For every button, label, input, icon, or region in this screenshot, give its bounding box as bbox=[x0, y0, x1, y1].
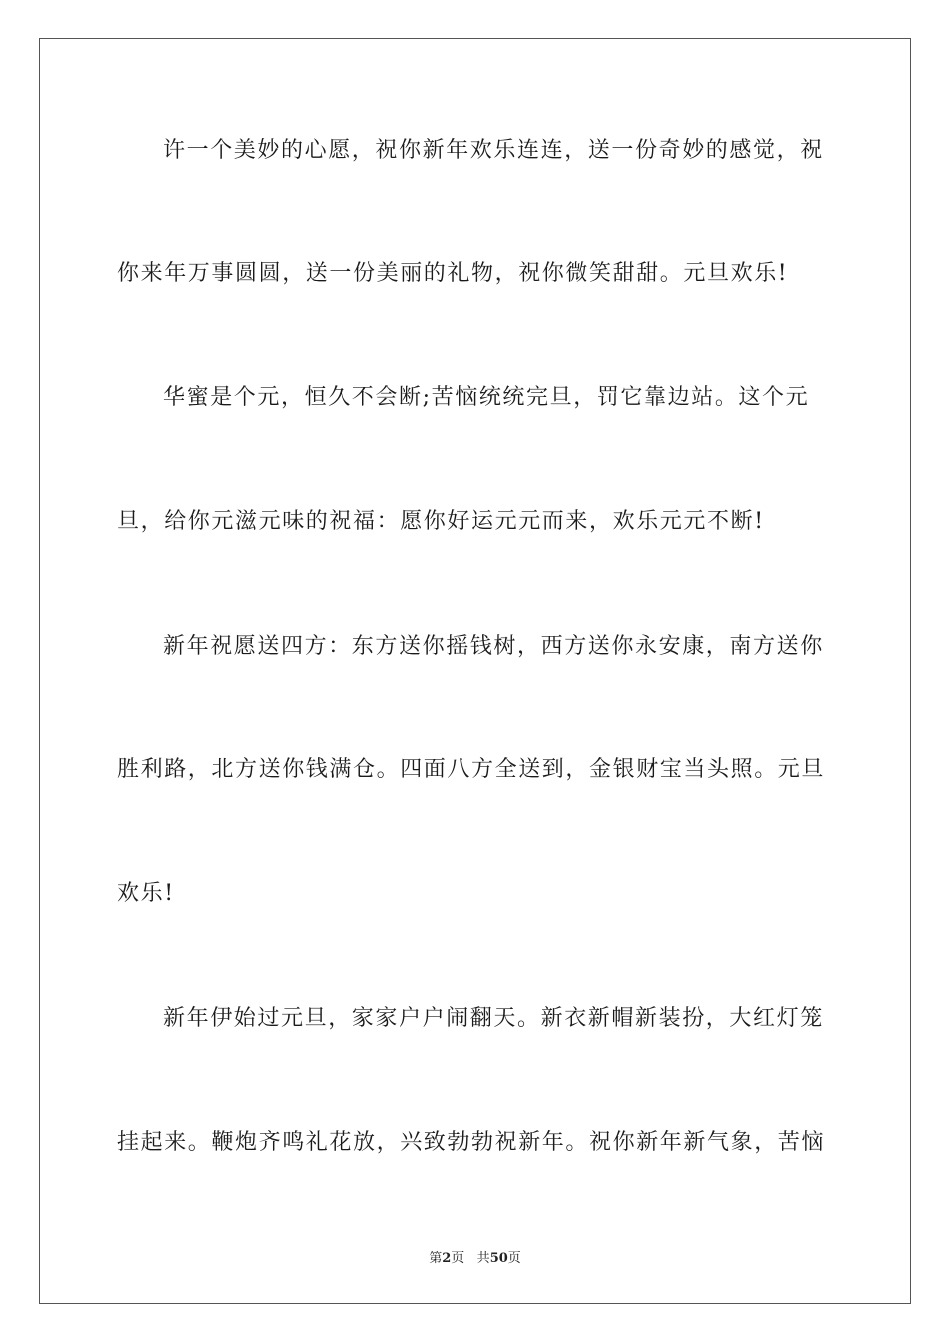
page-footer bbox=[0, 1247, 950, 1266]
text-line-4: 旦，给你元滋元味的祝福：愿你好运元元而来，欢乐元元不断! bbox=[117, 509, 765, 534]
footer-page-suffix: 页 bbox=[451, 1251, 465, 1266]
text-line-5: 新年祝愿送四方：东方送你摇钱树，西方送你永安康，南方送你 bbox=[163, 634, 824, 659]
footer-total-suffix: 页 bbox=[507, 1251, 521, 1266]
text-line-3: 华蜜是个元，恒久不会断;苦恼统统完旦，罚它靠边站。这个元 bbox=[163, 385, 810, 410]
text-line-6: 胜利路，北方送你钱满仓。四面八方全送到，金银财宝当头照。元旦 bbox=[117, 757, 826, 782]
text-line-1: 许一个美妙的心愿，祝你新年欢乐连连，送一份奇妙的感觉，祝 bbox=[163, 138, 824, 163]
text-line-9: 挂起来。鞭炮齐鸣礼花放，兴致勃勃祝新年。祝你新年新气象，苦恼 bbox=[117, 1130, 826, 1155]
footer-page-number: 2 bbox=[442, 1251, 452, 1266]
text-line-7: 欢乐! bbox=[117, 881, 175, 906]
text-line-8: 新年伊始过元旦，家家户户闹翻天。新衣新帽新装扮，大红灯笼 bbox=[163, 1006, 824, 1031]
footer-page-prefix: 第 bbox=[429, 1251, 443, 1266]
footer-total-pages: 50 bbox=[489, 1251, 508, 1266]
text-line-2: 你来年万事圆圆，送一份美丽的礼物，祝你微笑甜甜。元旦欢乐! bbox=[117, 261, 789, 286]
page-frame bbox=[39, 38, 911, 1304]
footer-total-prefix: 共 bbox=[476, 1251, 490, 1266]
